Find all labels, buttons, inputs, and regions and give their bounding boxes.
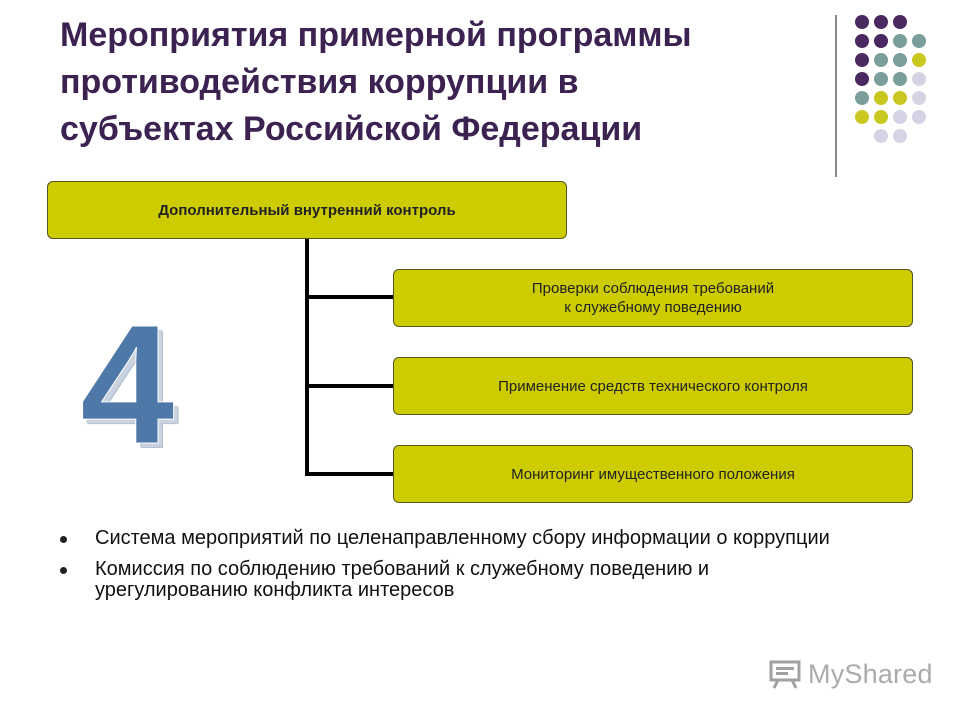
- decor-dot: [893, 110, 907, 124]
- decor-dot: [893, 34, 907, 48]
- sub-box-2: [393, 357, 913, 415]
- bullet-item: [58, 559, 858, 601]
- decor-dot: [912, 72, 926, 86]
- decor-dot: [855, 34, 869, 48]
- decor-dot: [855, 15, 869, 29]
- decor-dot: [855, 91, 869, 105]
- title-line-2: противодействия коррупции в: [60, 63, 579, 101]
- connector-branch-2: [305, 384, 395, 388]
- bullet-dot-icon: [60, 536, 67, 543]
- title-line-3: субъектах Российской Федерации: [60, 110, 643, 148]
- decor-dot: [855, 53, 869, 67]
- sub-box-1-label: Проверки соблюдения требований к служебному поведению: [531, 280, 775, 316]
- decor-dot: [912, 110, 926, 124]
- decor-dot: [893, 129, 907, 143]
- decor-vertical-divider: [835, 15, 837, 177]
- bullet-text-1: Система мероприятий по целенаправленному сбору информации о коррупции: [95, 527, 830, 549]
- decor-dot: [855, 72, 869, 86]
- main-box-label: Дополнительный внутренний контроль: [158, 201, 456, 219]
- presentation-board-icon: [768, 659, 802, 689]
- decor-dot: [893, 53, 907, 67]
- title-line-1: Мероприятия примерной программы: [60, 16, 692, 54]
- bullet-list: [58, 528, 858, 611]
- decor-dot: [912, 34, 926, 48]
- decor-dot: [874, 110, 888, 124]
- slide-title: [60, 12, 780, 153]
- connector-branch-1: [305, 295, 395, 299]
- sub-box-3: [393, 445, 913, 503]
- decor-dot: [893, 91, 907, 105]
- decor-dot: [874, 53, 888, 67]
- big-number: 4: [80, 290, 175, 480]
- decor-dot: [874, 91, 888, 105]
- decor-dot: [912, 53, 926, 67]
- decor-dot: [855, 110, 869, 124]
- sub-box-3-label: Мониторинг имущественного положения: [511, 465, 795, 483]
- sub-box-1: [393, 269, 913, 327]
- bullet-text-2: Комиссия по соблюдению требований к служебному поведению и урегулированию конфликта интересов: [95, 558, 710, 601]
- sub-box-2-label: Применение средств технического контроля: [498, 377, 808, 395]
- main-box: [47, 181, 567, 239]
- decor-dot: [874, 34, 888, 48]
- decor-dot: [893, 72, 907, 86]
- decor-dot: [893, 15, 907, 29]
- decor-dot: [874, 15, 888, 29]
- watermark-text: MyShared: [808, 658, 933, 689]
- connector-branch-3: [305, 472, 395, 476]
- connector-trunk: [305, 238, 309, 476]
- bullet-item: [58, 528, 858, 549]
- watermark-logo: [768, 656, 933, 692]
- decor-dot: [874, 129, 888, 143]
- bullet-dot-icon: [60, 567, 67, 574]
- decor-dot: [912, 91, 926, 105]
- decor-dot: [874, 72, 888, 86]
